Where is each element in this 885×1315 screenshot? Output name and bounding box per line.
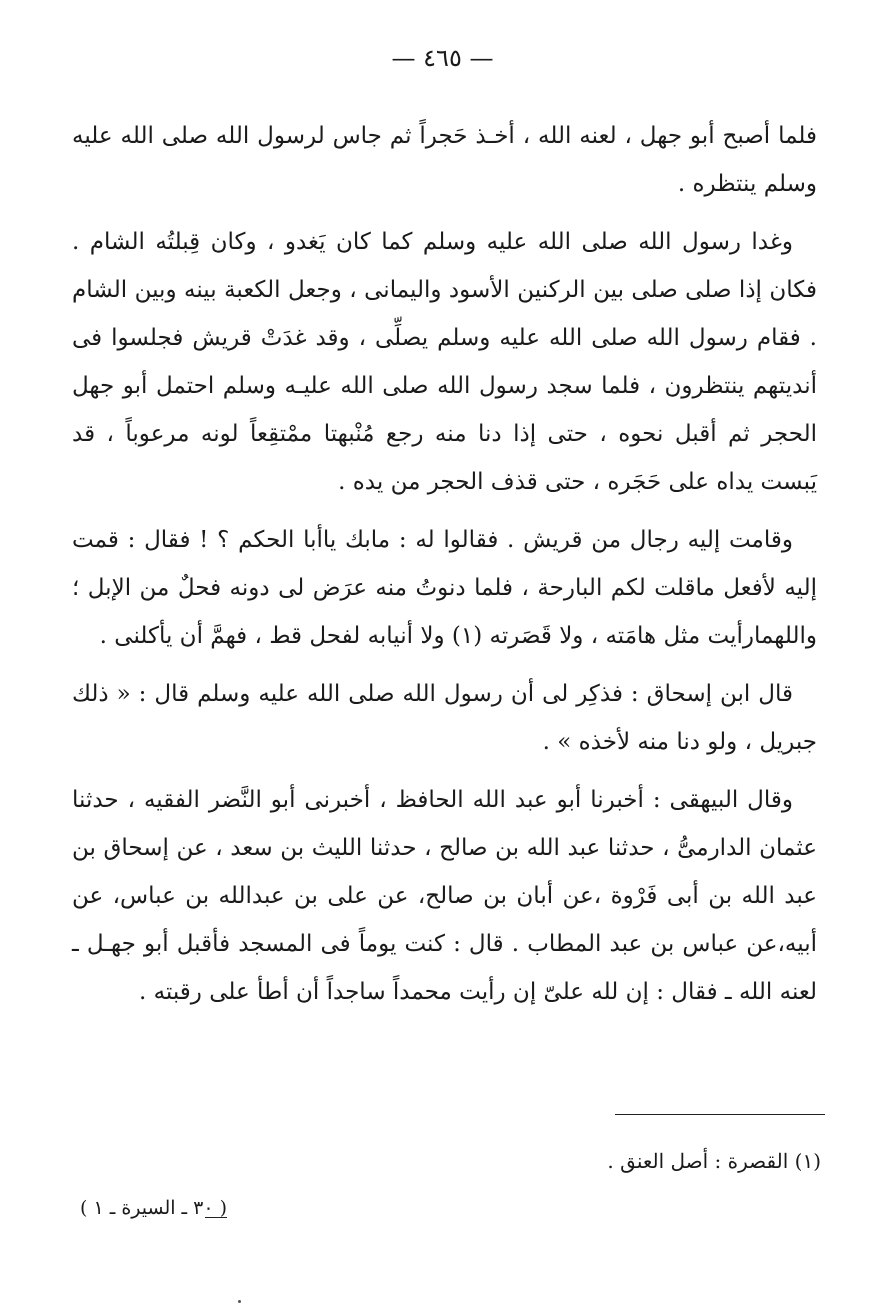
paragraph-2: وغدا رسول الله صلى الله عليه وسلم كما كان يَغدو ، وكان قِبلتُه الشام . فكان إذا صلى صلى بين الركنين الأسود واليمانى ، وجعل الكعبة بينه وبين الشام . فقام رسول الله صلى الله عليه وسلم يصلِّى ، وقد غدَتْ قريش فجلسوا فى أنديتهم ينتظرون ، فلما سجد رسول الله صلى الله عليـه وسلم احتمل أبو جهل الحجر ثم أقبل نحوه ، حتى إذا دنا منه رجع مُنْبهتا ممْتقِعاً لونه مرعوباً ، قد يَبست يداه على حَجَره ، حتى قذف الحجر من يده . xyxy=(72,229,817,495)
page-number: — ٤٦٥ — xyxy=(391,44,494,72)
main-text xyxy=(72,112,817,1026)
paragraph-5: وقال البيهقى : أخبرنا أبو عبد الله الحافظ ، أخبرنى أبو النَّضر الفقيه ، حدثنا عثمان الدارمىُّ ، حدثنا عبد الله بن صالح ، حدثنا الليث بن سعد ، عن إسحاق بن عبد الله بن أبى فَرْوة ،عن أبان بن صالح، عن على بن عبدالله بن عباس، عن أبيه،عن عباس بن عبد المطاب . قال : كنت يوماً فى المسجد فأقبل أبو جهـل ـ لعنه الله ـ فقال : إن لله علىّ إن رأيت محمداً ساجداً أن أطأ على رقبته . xyxy=(72,787,817,1005)
footnote-divider xyxy=(615,1114,825,1115)
page-speck xyxy=(238,1300,241,1303)
signature-mark xyxy=(80,1195,227,1218)
footnote: (١) القصرة : أصل العنق . xyxy=(607,1149,821,1173)
paragraph-1: فلما أصبح أبو جهل ، لعنه الله ، أخـذ حَجراً ثم جاس لرسول الله صلى الله عليه وسلم ينتظره . xyxy=(72,123,817,197)
paragraph-3: وقامت إليه رجال من قريش . فقالوا له : مابك ياأبا الحكم ؟ ! فقال : قمت إليه لأفعل ماقلت لكم البارحة ، فلما دنوتُ منه عرَض لى دونه فحلٌ من الإبل ؛ واللهمارأيت مثل هامَته ، ولا قَصَرته (١) ولا أنيابه لفحل قط ، فهمَّ أن يأكلنى . xyxy=(72,527,817,649)
paragraph-4: قال ابن إسحاق : فذكِر لى أن رسول الله صلى الله عليه وسلم قال : « ذلك جبريل ، ولو دنا منه لأخذه » . xyxy=(72,681,817,755)
signature-text: ( ٣٠ ـ السيرة ـ ١ ) xyxy=(80,1197,228,1219)
